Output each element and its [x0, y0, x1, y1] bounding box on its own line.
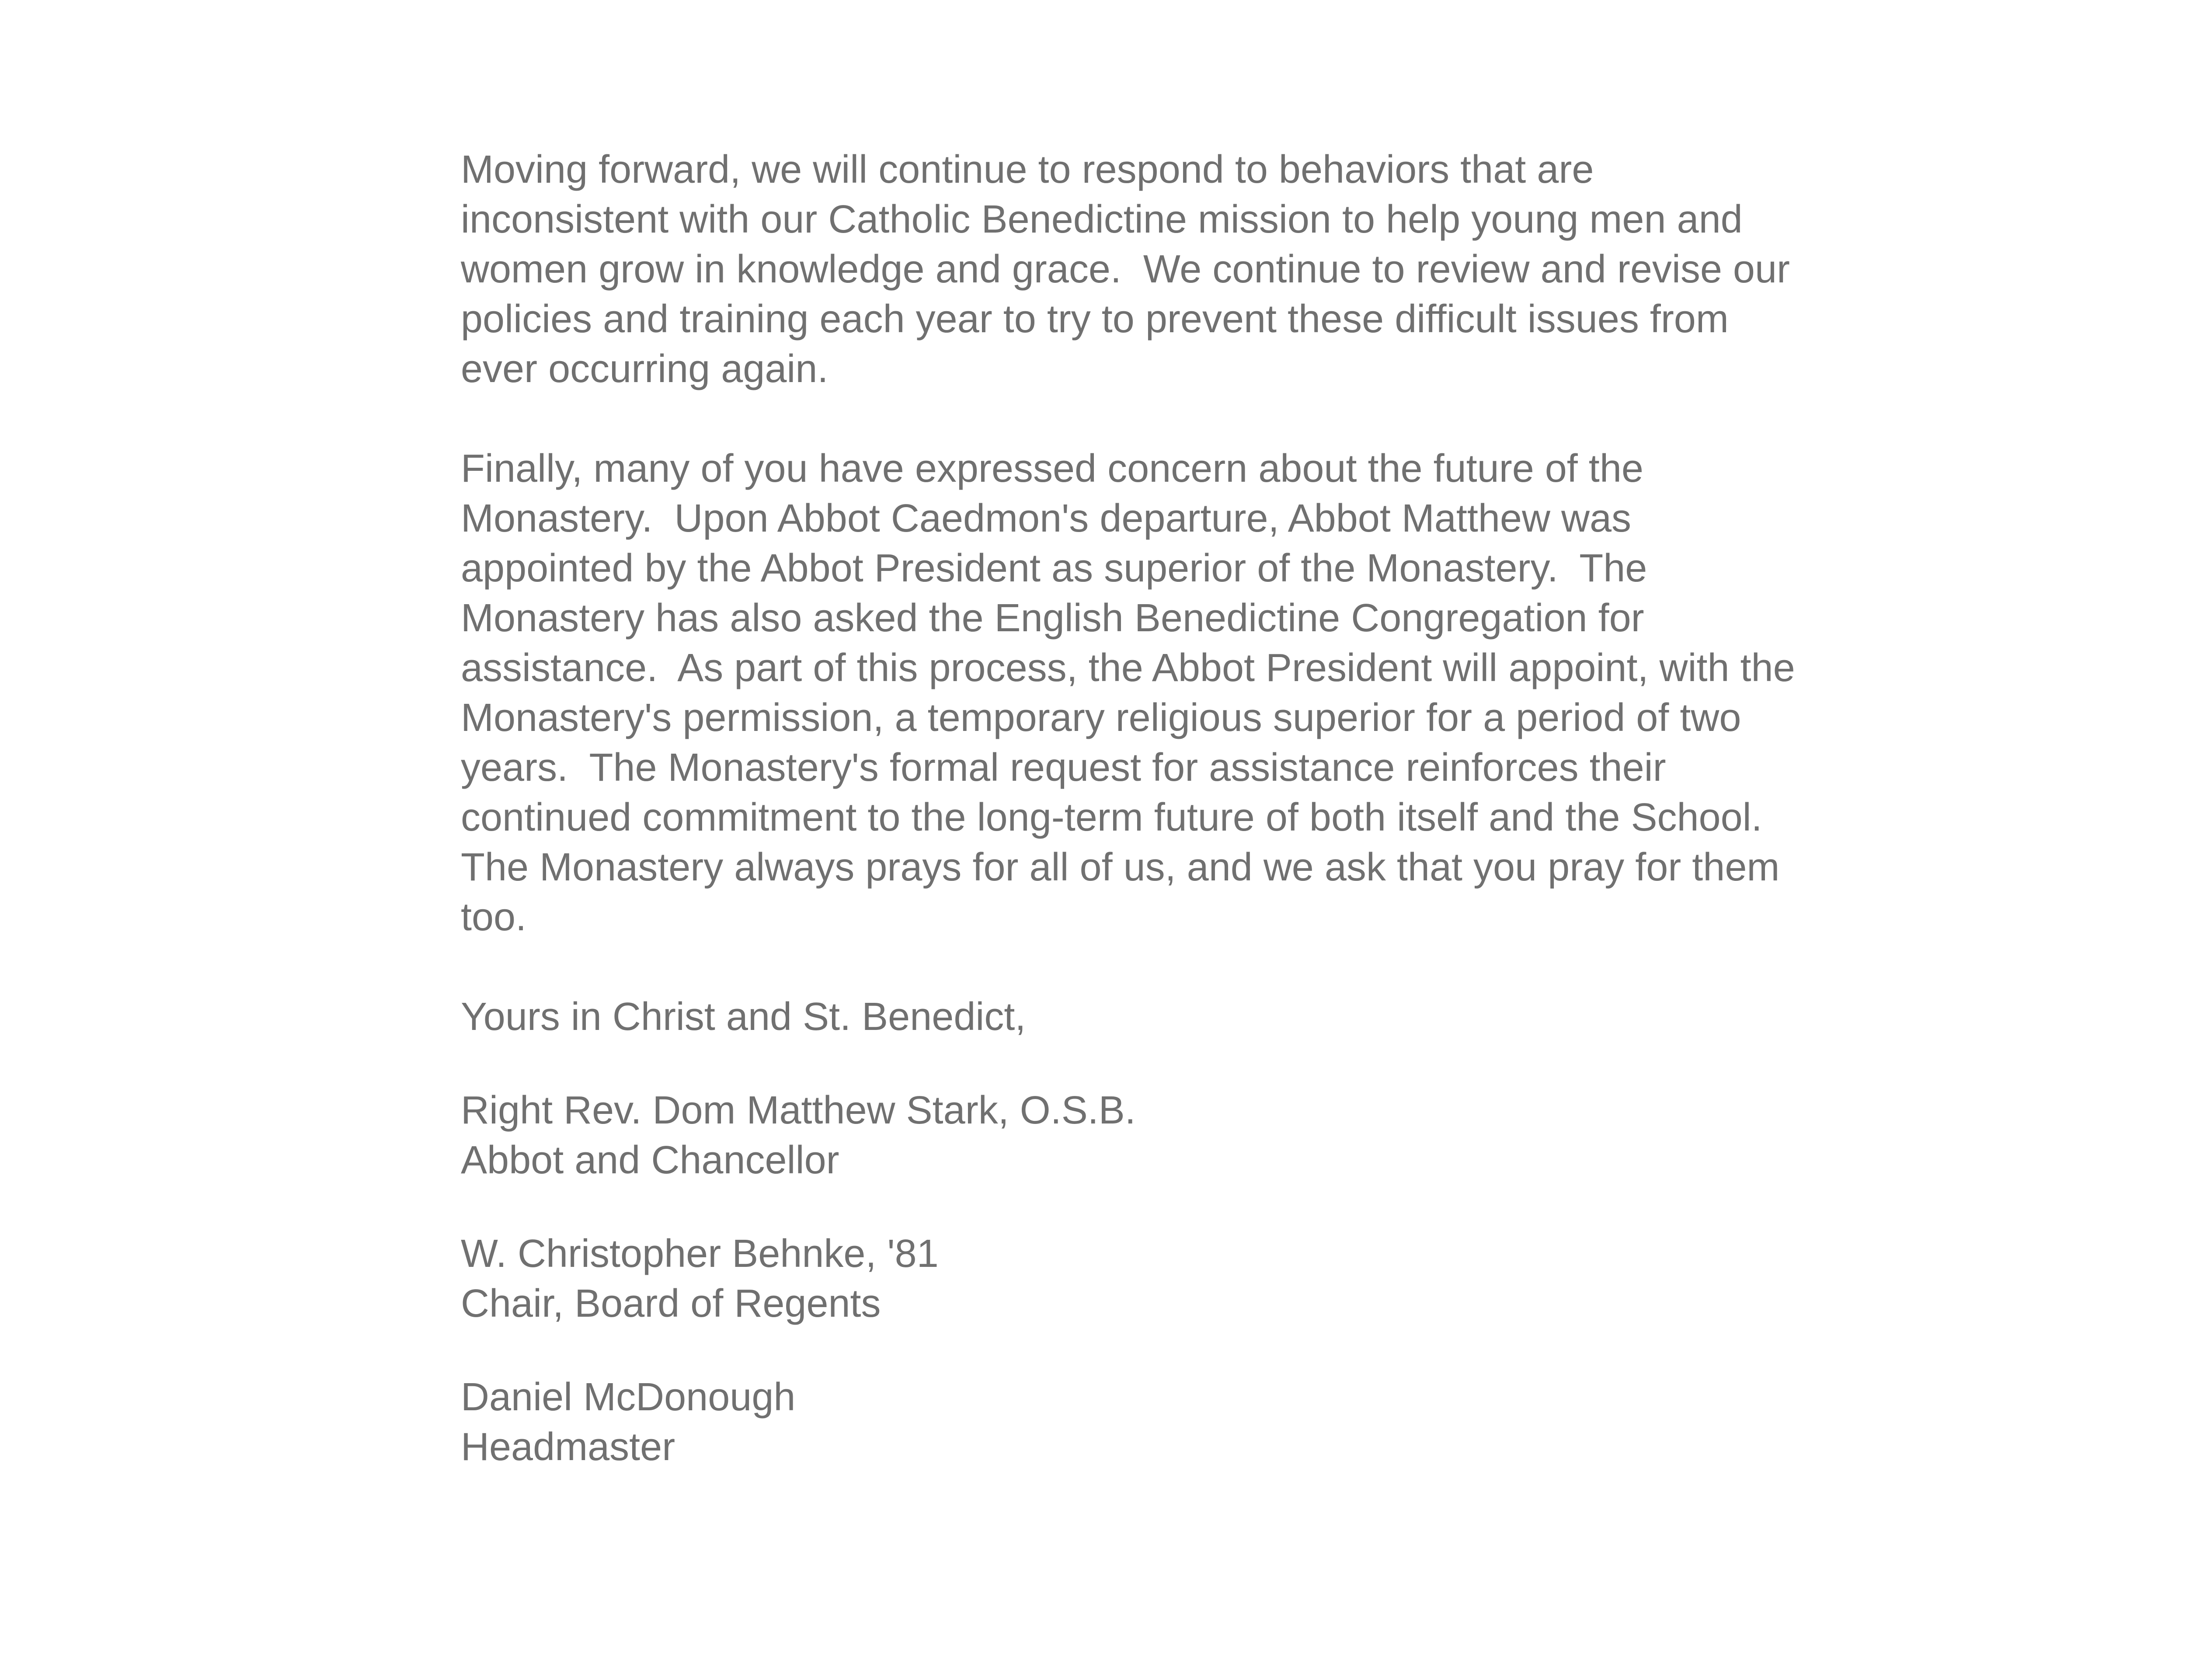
text-line: appointed by the Abbot President as superior of the Monastery. The: [461, 546, 1647, 590]
text-line: Monastery has also asked the English Benedictine Congregation for: [461, 596, 1644, 640]
paragraph-spacer: [461, 394, 1807, 444]
paragraph-spacer: [461, 1042, 1807, 1085]
text-line: years. The Monastery's formal request for assistance reinforces their: [461, 746, 1666, 790]
signatory-title: Abbot and Chancellor: [461, 1138, 839, 1182]
text-line: The Monastery always prays for all of us, and we ask that you pray for them: [461, 845, 1780, 889]
signatory-title: Headmaster: [461, 1425, 675, 1469]
letter-body: [461, 145, 1807, 1472]
text-line: too.: [461, 895, 527, 939]
paragraph-behaviors: [461, 145, 1807, 394]
paragraph-spacer: [461, 1329, 1807, 1372]
paragraph-spacer: [461, 942, 1807, 992]
text-line: women grow in knowledge and grace. We continue to review and revise our: [461, 247, 1790, 291]
signatory-abbot: [461, 1085, 1807, 1185]
signatory-chair: [461, 1229, 1807, 1329]
text-line: ever occurring again.: [461, 347, 828, 391]
signatory-headmaster: [461, 1372, 1807, 1472]
text-line: Monastery's permission, a temporary religious superior for a period of two: [461, 696, 1741, 740]
signatory-name: W. Christopher Behnke, '81: [461, 1232, 939, 1276]
signatory-name: Right Rev. Dom Matthew Stark, O.S.B.: [461, 1089, 1136, 1132]
text-line: Monastery. Upon Abbot Caedmon's departure, Abbot Matthew was: [461, 497, 1632, 540]
text-line: continued commitment to the long-term future of both itself and the School.: [461, 796, 1762, 839]
closing-salutation: Yours in Christ and St. Benedict,: [461, 995, 1026, 1039]
text-line: policies and training each year to try to prevent these difficult issues from: [461, 297, 1729, 341]
text-line: assistance. As part of this process, the Abbot President will appoint, with the: [461, 646, 1795, 690]
signatory-title: Chair, Board of Regents: [461, 1282, 881, 1325]
text-line: Finally, many of you have expressed concern about the future of the: [461, 447, 1643, 490]
paragraph-monastery: [461, 444, 1807, 942]
paragraph-spacer: [461, 1185, 1807, 1229]
signatory-name: Daniel McDonough: [461, 1375, 796, 1419]
text-line: Moving forward, we will continue to respond to behaviors that are: [461, 148, 1594, 191]
text-line: inconsistent with our Catholic Benedictine mission to help young men and: [461, 198, 1743, 241]
